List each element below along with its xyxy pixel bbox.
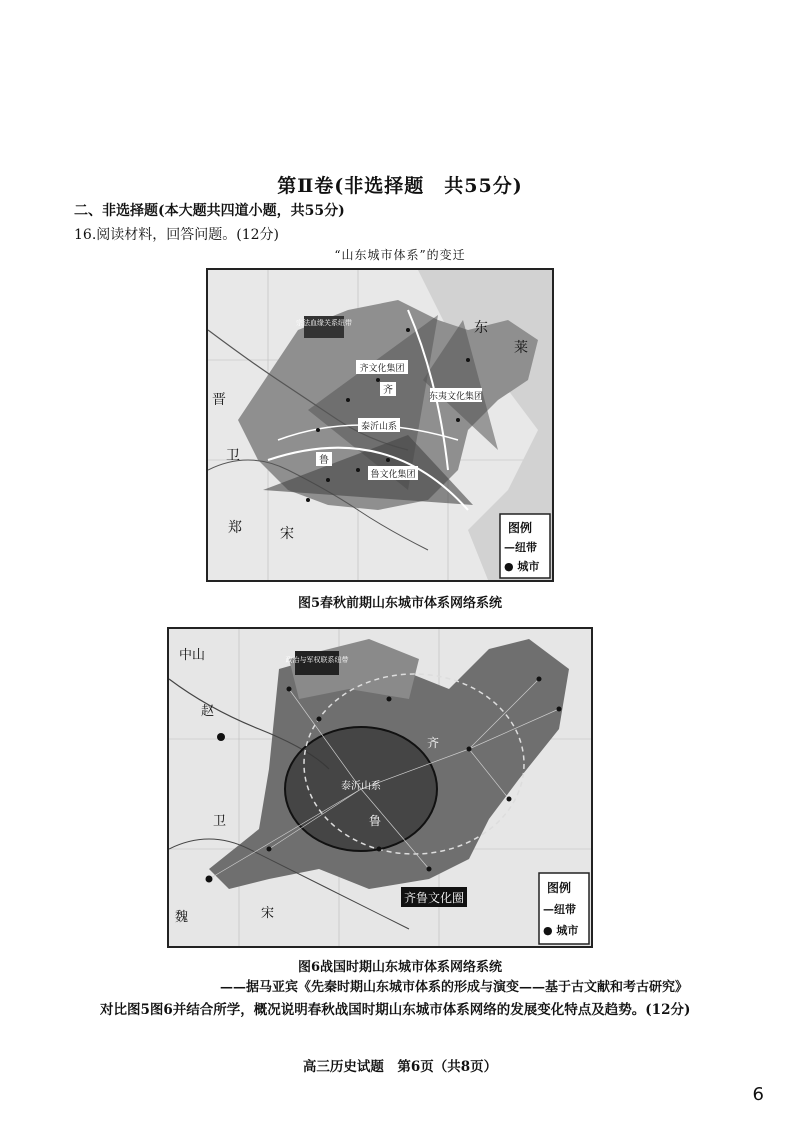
- page-footer: 高三历史试题 第6页（共8页）: [302, 1059, 498, 1075]
- figure-5-map: [206, 268, 554, 582]
- legend-city: ● 城市: [504, 560, 540, 573]
- song-label: 宋: [261, 906, 275, 921]
- dongyi-group-label: 东夷文化集团: [428, 392, 484, 402]
- lu-label: 鲁: [369, 814, 382, 828]
- east-label: 东: [474, 320, 488, 336]
- zheng-label: 郑: [228, 520, 242, 536]
- question-instruction: 对比图5图6并结合所学，概况说明春秋战国时期山东城市体系网络的发展变化特点及趋势。(12分): [100, 1002, 691, 1018]
- exam-part-title: 第Ⅱ卷(非选择题 共55分): [277, 175, 523, 197]
- legend-band: —纽带: [504, 541, 537, 554]
- lu-label: 鲁: [319, 455, 329, 466]
- source-citation: ——据马亚宾《先秦时期山东城市体系的形成与演变——基于古文献和考古研究》: [219, 980, 688, 995]
- lu-group-label: 鲁文化集团: [370, 470, 416, 480]
- legend-city: ● 城市: [543, 924, 579, 937]
- figure-6-svg: [169, 629, 591, 946]
- qi-label: 齐: [383, 385, 393, 396]
- lai-label: 莱: [514, 340, 528, 356]
- legend-band: —纽带: [543, 903, 576, 916]
- page-number: 6: [752, 1084, 764, 1105]
- section-heading: 二、非选择题(本大题共四道小题，共55分): [74, 203, 345, 219]
- qi-group-label: 齐文化集团: [359, 364, 405, 374]
- question-intro: 16.阅读材料，回答问题。(12分): [74, 227, 280, 243]
- figure-5-svg: [208, 270, 552, 580]
- wei2-label: 魏: [175, 910, 189, 925]
- top-note-label: 政治与军权联系纽带: [285, 656, 349, 664]
- legend-title: 图例: [547, 881, 572, 895]
- taiyi-label: 泰沂山系: [360, 422, 398, 432]
- wei-label: 卫: [213, 814, 227, 829]
- qi-label: 齐: [427, 736, 440, 750]
- figure-6-caption: 图6战国时期山东城市体系网络系统: [297, 960, 503, 975]
- figure-6-map: [167, 627, 593, 948]
- qilu-circle-label: 齐鲁文化圈: [403, 891, 465, 905]
- figure-5-caption: 图5春秋前期山东城市体系网络系统: [297, 596, 503, 611]
- jin-label: 晋: [212, 392, 226, 408]
- taiyi-label: 泰沂山系: [341, 781, 381, 792]
- legend-title: 图例: [508, 521, 533, 535]
- zong-line-label: 宗法血缘关系纽带: [296, 319, 352, 327]
- song-label: 宋: [280, 526, 294, 542]
- wei-label: 卫: [226, 448, 240, 464]
- map-set-title: “山东城市体系”的变迁: [334, 248, 466, 262]
- zhongshan-label: 中山: [179, 648, 206, 663]
- zhao-label: 赵: [201, 704, 215, 719]
